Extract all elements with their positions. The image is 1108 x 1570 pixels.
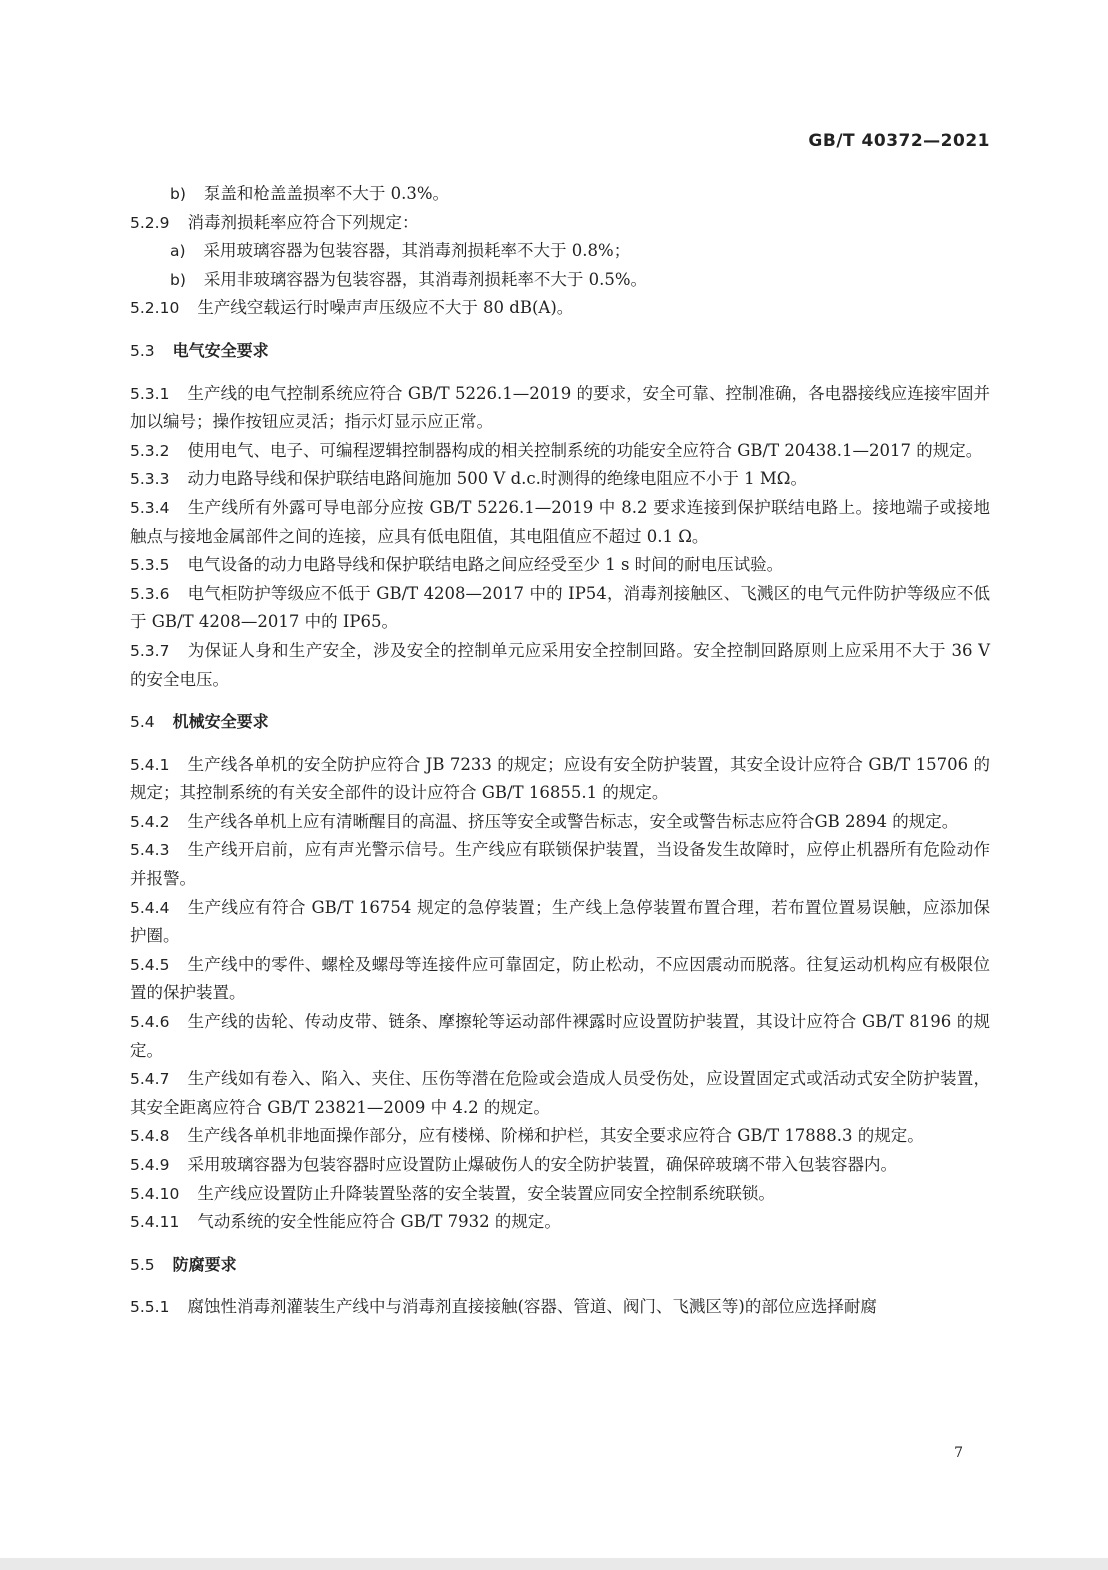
- clause-number: 5.5.1: [130, 1298, 170, 1317]
- list-item: [130, 237, 990, 266]
- clause-paragraph: [130, 1293, 990, 1322]
- clause-number: 5.4.6: [130, 1013, 170, 1032]
- clause-paragraph: [130, 465, 990, 494]
- clause-number: 5.4.4: [130, 898, 170, 917]
- clause-paragraph: [130, 437, 990, 466]
- list-label: a): [170, 242, 186, 261]
- clause-text: 生产线各单机的安全防护应符合 JB 7233 的规定；应设有安全防护装置，其安全设计应符合 GB/T 15706 的规定；其控制系统的有关安全部件的设计应符合 GB/T 16855.1 的规定。: [130, 754, 990, 803]
- clause-number: 5.4.9: [130, 1156, 170, 1174]
- clause-paragraph: [130, 1008, 990, 1065]
- clause-paragraph: [130, 951, 990, 1008]
- clause-text: 生产线各单机上应有清晰醒目的高温、挤压等安全或警告标志，安全或警告标志应符合GB 2894 的规定。: [187, 811, 959, 831]
- clause-paragraph: [130, 294, 990, 323]
- clause-paragraph: [130, 1151, 990, 1180]
- clause-paragraph: [130, 894, 990, 951]
- list-text: 采用玻璃容器为包装容器，其消毒剂损耗率不大于 0.8%；: [203, 241, 631, 261]
- list-label: b): [170, 270, 186, 289]
- clause-text: 生产线的电气控制系统应符合 GB/T 5226.1—2019 的要求，安全可靠、控制准确，各电器接线应连接牢固并加以编号；操作按钮应灵活；指示灯显示应正常。: [130, 383, 990, 432]
- clause-number: 5.4.11: [130, 1213, 180, 1232]
- clause-text: 防腐要求: [172, 1254, 237, 1274]
- clause-paragraph: [130, 637, 990, 694]
- list-text: 采用非玻璃容器为包装容器，其消毒剂损耗率不大于 0.5%。: [203, 269, 648, 289]
- clause-number: 5.4.10: [130, 1184, 180, 1203]
- clause-paragraph: [130, 380, 990, 437]
- clause-text: 电气安全要求: [172, 340, 269, 360]
- list-item: [130, 180, 990, 209]
- clause-paragraph: [130, 1065, 990, 1122]
- clause-text: 采用玻璃容器为包装容器时应设置防止爆破伤人的安全防护装置，确保碎玻璃不带入包装容器内。: [187, 1155, 897, 1174]
- clause-number: 5.3.1: [130, 384, 170, 403]
- clause-paragraph: [130, 209, 990, 238]
- clause-number: 5.3.6: [130, 584, 170, 603]
- list-item: [130, 266, 990, 295]
- clause-number: 5.3.7: [130, 641, 170, 660]
- clause-paragraph: [130, 494, 990, 551]
- clause-number: 5.3.3: [130, 470, 170, 489]
- section-heading: [130, 708, 990, 737]
- clause-number: 5.3.4: [130, 498, 170, 517]
- page-number: 7: [954, 1445, 963, 1461]
- clause-text: 生产线开启前，应有声光警示信号。生产线应有联锁保护装置，当设备发生故障时，应停止机器所有危险动作并报警。: [130, 840, 990, 889]
- clause-text: 生产线应有符合 GB/T 16754 规定的急停装置；生产线上急停装置布置合理，若布置位置易误触，应添加保护圈。: [130, 897, 990, 946]
- clause-number: 5.4.7: [130, 1070, 170, 1089]
- clause-text: 为保证人身和生产安全，涉及安全的控制单元应采用安全控制回路。安全控制回路原则上应采用不大于 36 V 的安全电压。: [130, 640, 990, 689]
- clause-number: 5.4: [130, 713, 155, 732]
- clause-paragraph: [130, 836, 990, 893]
- clause-number: 5.4.2: [130, 812, 170, 831]
- clause-paragraph: [130, 751, 990, 808]
- clause-text: 生产线的齿轮、传动皮带、链条、摩擦轮等运动部件裸露时应设置防护装置，其设计应符合 GB/T 8196 的规定。: [130, 1012, 990, 1060]
- clause-paragraph: [130, 1180, 990, 1209]
- clause-text: 机械安全要求: [172, 712, 269, 732]
- clause-paragraph: [130, 1208, 990, 1237]
- clause-text: 生产线各单机非地面操作部分，应有楼梯、阶梯和护栏，其安全要求应符合 GB/T 17888.3 的规定。: [187, 1126, 924, 1146]
- clause-text: 生产线应设置防止升降装置坠落的安全装置，安全装置应同安全控制系统联锁。: [197, 1183, 775, 1203]
- clause-paragraph: [130, 808, 990, 837]
- clause-number: 5.4.8: [130, 1127, 170, 1146]
- clause-text: 电气设备的动力电路导线和保护联结电路之间应经受至少 1 s 时间的耐电压试验。: [187, 555, 784, 575]
- clause-paragraph: [130, 551, 990, 580]
- clause-text: 生产线所有外露可导电部分应按 GB/T 5226.1—2019 中 8.2 要求连接到保护联结电路上。接地端子或接地触点与接地金属部件之间的连接，应具有低电阻值，其电阻值应不超过 0.1 Ω。: [130, 497, 990, 546]
- clause-text: 生产线如有卷入、陷入、夹住、压伤等潜在危险或会造成人员受伤处，应设置固定式或活动式安全防护装置，其安全距离应符合 GB/T 23821—2009 中 4.2 的规定。: [130, 1069, 990, 1117]
- clause-number: 5.3.5: [130, 556, 170, 575]
- clause-text: 电气柜防护等级应不低于 GB/T 4208—2017 中的 IP54，消毒剂接触区、飞溅区的电气元件防护等级应不低于 GB/T 4208—2017 中的 IP65。: [130, 583, 990, 632]
- clause-text: 使用电气、电子、可编程逻辑控制器构成的相关控制系统的功能安全应符合 GB/T 20438.1—2017 的规定。: [187, 440, 983, 460]
- clause-text: 动力电路导线和保护联结电路间施加 500 V d.c.时测得的绝缘电阻应不小于 1 MΩ。: [187, 469, 807, 489]
- list-label: b): [170, 185, 186, 203]
- clause-number: 5.4.1: [130, 755, 170, 774]
- document-body: [130, 180, 990, 1322]
- standard-code: GB/T 40372—2021: [808, 131, 990, 151]
- section-heading: [130, 337, 990, 366]
- clause-text: 气动系统的安全性能应符合 GB/T 7932 的规定。: [197, 1212, 561, 1232]
- clause-number: 5.2.9: [130, 213, 170, 232]
- clause-paragraph: [130, 580, 990, 637]
- clause-text: 腐蚀性消毒剂灌装生产线中与消毒剂直接接触(容器、管道、阀门、飞溅区等)的部位应选择耐腐: [187, 1297, 877, 1317]
- clause-text: 生产线中的零件、螺栓及螺母等连接件应可靠固定，防止松动，不应因震动而脱落。往复运动机构应有极限位置的保护装置。: [130, 954, 990, 1003]
- clause-number: 5.3.2: [130, 441, 170, 460]
- clause-number: 5.4.5: [130, 955, 170, 974]
- clause-number: 5.2.10: [130, 299, 180, 318]
- clause-number: 5.3: [130, 341, 155, 360]
- section-heading: [130, 1251, 990, 1280]
- clause-text: 生产线空载运行时噪声声压级应不大于 80 dB(A)。: [197, 298, 574, 318]
- bottom-bar: [0, 1558, 1108, 1570]
- clause-text: 消毒剂损耗率应符合下列规定：: [187, 212, 419, 232]
- list-text: 泵盖和枪盖盖损率不大于 0.3%。: [203, 184, 450, 203]
- clause-paragraph: [130, 1122, 990, 1151]
- clause-number: 5.4.3: [130, 841, 170, 860]
- clause-number: 5.5: [130, 1255, 155, 1274]
